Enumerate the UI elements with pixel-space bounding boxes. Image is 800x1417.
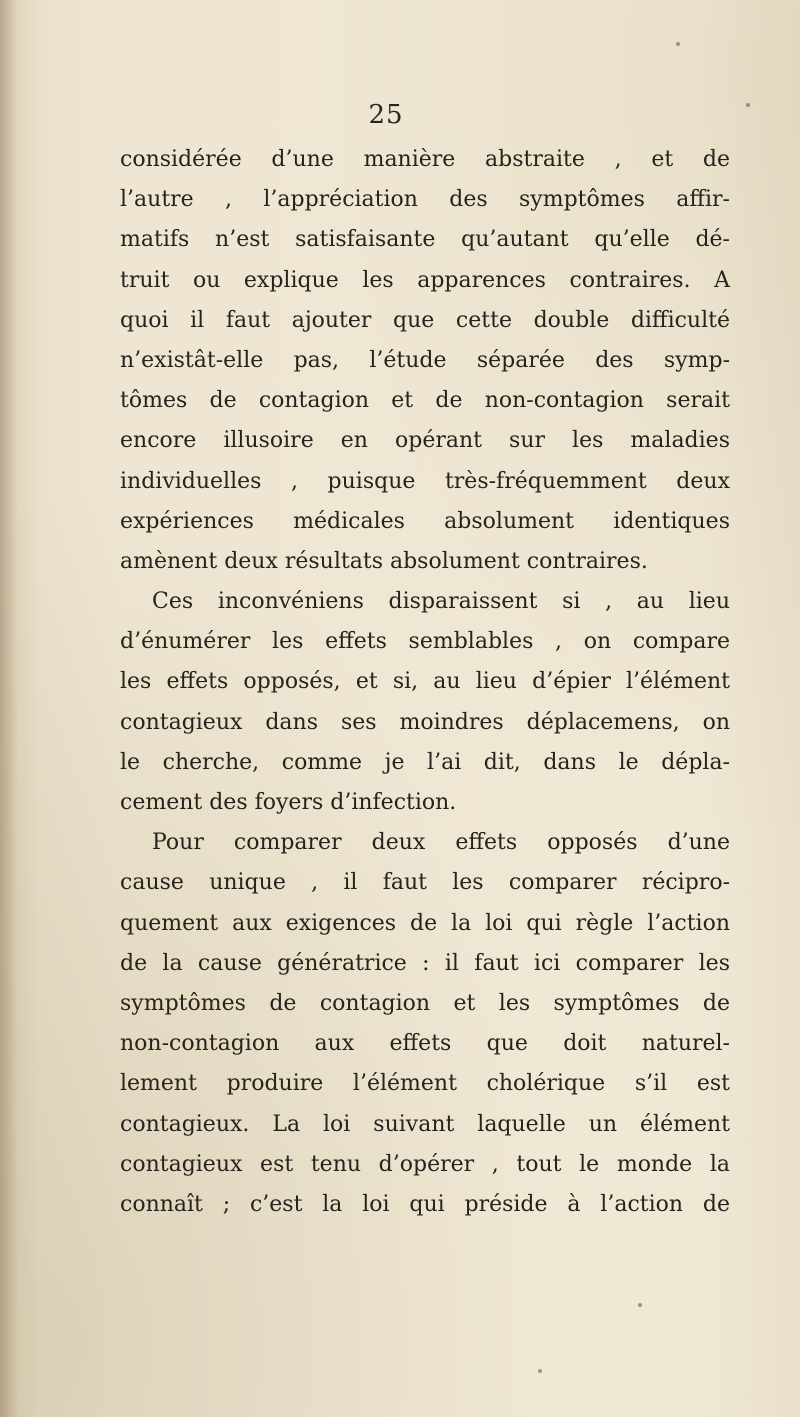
text-line: matifs n’est satisfaisante qu’autant qu’elle dé- [120,227,730,253]
page-number: 25 [368,100,404,130]
text-line: cement des foyers d’infection. [120,790,457,815]
text-line: amènent deux résultats absolument contraires. [120,548,648,574]
text-line: truit ou explique les apparences contraires. A [120,267,730,293]
text-line: contagieux. La loi suivant laquelle un élément [120,1111,730,1137]
text-line: individuelles , puisque très-fréquemment deux [120,468,730,494]
text-line: de la cause génératrice : il faut ici comparer les [120,950,730,976]
paper-speck [638,1303,642,1307]
text-line: considérée d’une manière abstraite , et de [120,147,730,172]
body-text [120,140,730,1225]
text-line: non-contagion aux effets que doit naturel- [120,1031,730,1057]
text-line: quoi il faut ajouter que cette double difficulté [120,307,730,333]
text-line: l’autre , l’appréciation des symptômes affir- [120,187,730,213]
text-line: le cherche, comme je l’ai dit, dans le dépla- [120,749,730,775]
text-line: d’énumérer les effets semblables , on compare [120,629,730,655]
text-line: symptômes de contagion et les symptômes de [120,990,730,1016]
text-line: n’existât-elle pas, l’étude séparée des symp- [120,347,730,373]
text-line: lement produire l’élément cholérique s’il est [120,1071,730,1097]
text-line: connaît ; c’est la loi qui préside à l’action de [120,1191,730,1217]
binding-shadow [0,0,18,1417]
text-line: tômes de contagion et de non-contagion serait [120,388,730,414]
text-line: contagieux dans ses moindres déplacemens, on [120,709,730,735]
text-line: encore illusoire en opérant sur les maladies [120,428,730,454]
text-line: contagieux est tenu d’opérer , tout le monde la [120,1151,730,1177]
paper-speck [746,103,750,107]
text-line: Pour comparer deux effets opposés d’une [152,830,730,856]
text-line: Ces inconvéniens disparaissent si , au lieu [152,589,730,615]
text-line: les effets opposés, et si, au lieu d’épier l’élément [120,669,730,695]
text-line: expériences médicales absolument identiques [120,508,730,534]
paper-speck [676,42,680,46]
text-line: cause unique , il faut les comparer récipro- [120,870,730,896]
text-line: quement aux exigences de la loi qui règle l’action [120,910,730,936]
paper-speck [538,1369,542,1373]
